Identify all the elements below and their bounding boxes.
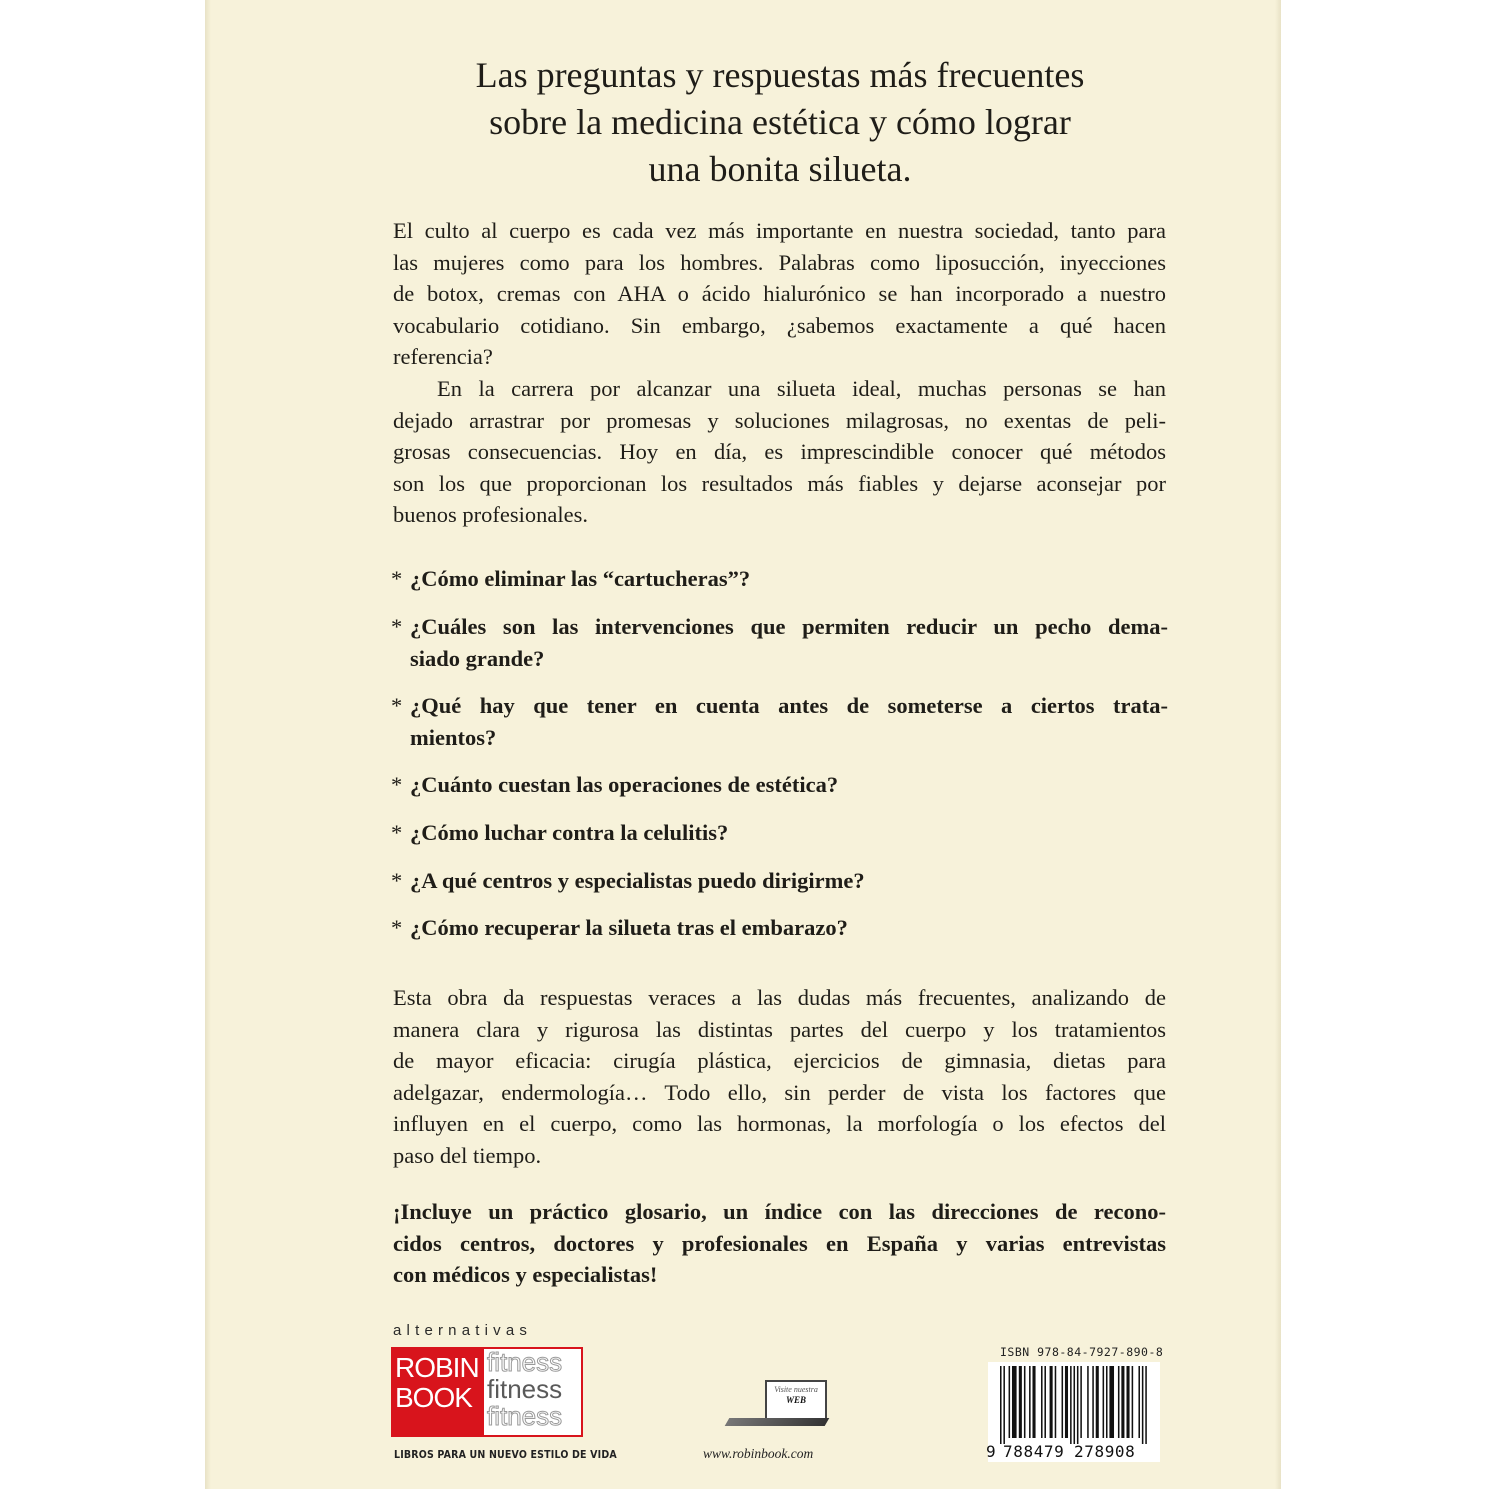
text-line: Esta obra da respuestas veraces a las dudas más frecuentes, analizando de [393,985,1166,1010]
barcode-bar [1065,1366,1068,1438]
text-line: son los que proporcionan los resultados más fiables y dejarse aconsejar por [393,470,1166,496]
isbn-barcode [988,1362,1160,1462]
barcode-bar [1050,1366,1053,1438]
barcode-bar [1126,1366,1129,1438]
asterisk-bullet-icon: * [391,820,403,845]
barcode-bar [1092,1366,1094,1438]
collection-word: fitness [487,1347,563,1377]
text-line: influyen en el cuerpo, como las hormonas, la morfología o los efectos del [393,1111,1166,1136]
summary-paragraph [393,982,1166,1171]
barcode-bar [1055,1366,1057,1438]
asterisk-bullet-icon: * [391,868,403,893]
question-item [391,690,1168,753]
text-line: buenos profesionales. [393,502,588,527]
text-line: cidos centros, doctores y profesionales en España y varias entrevistas [393,1230,1166,1256]
text-line: El culto al cuerpo es cada vez más importante en nuestra sociedad, tanto para [393,218,1166,243]
question-text: ¿Cómo recuperar la silueta tras el embarazo? [410,915,848,940]
barcode-bar [1062,1366,1064,1438]
question-item [391,563,1168,595]
barcode-bar [1032,1366,1035,1438]
barcode-bar [1106,1366,1108,1438]
logo-red-block [391,1347,484,1437]
text-line: paso del tiempo. [393,1142,542,1168]
headline-line: sobre la medicina estética y cómo lograr [489,102,1071,142]
asterisk-bullet-icon: * [391,915,403,940]
logo-text: BOOK [395,1382,472,1413]
question-item [391,865,1168,897]
barcode-bar [1118,1366,1120,1438]
barcode-bars [1000,1366,1147,1444]
text-line: de botox, cremas con AHA o ácido hialurónico se han incorporado a nuestro [393,281,1166,306]
text-line: grosas consecuencias. Hoy en día, es imprescindible conocer qué métodos [393,439,1166,464]
barcode-bar [1145,1366,1147,1444]
barcode-bar [1074,1366,1076,1444]
laptop-web-icon [727,1380,827,1440]
text-line: ¡Incluye un práctico glosario, un índice con las direcciones de recono- [393,1199,1166,1224]
text-line: vocabulario cotidiano. Sin embargo, ¿sabemos exactamente a qué hacen [393,312,1166,338]
question-text: ¿Cuánto cuestan las operaciones de estética? [410,772,839,797]
barcode-bar [1003,1366,1005,1444]
question-item [391,912,1168,944]
barcode-digit: 278908 [1074,1442,1136,1461]
text-line: En la carrera por alcanzar una silueta ideal, muchas personas se han [437,376,1166,401]
question-text: ¿A qué centros y especialistas puedo dirigirme? [410,868,865,893]
barcode-bar [1103,1366,1105,1438]
barcode-bar [1087,1366,1089,1438]
laptop-base [725,1418,830,1426]
question-text: ¿Cómo luchar contra la celulitis? [410,820,729,845]
intro-paragraph-2 [393,373,1166,531]
asterisk-bullet-icon: * [391,614,403,639]
intro-paragraph-1 [393,215,1166,373]
text-line: referencia? [393,344,493,369]
barcode-bar [1077,1366,1079,1444]
question-item [391,769,1168,801]
barcode-bar [1041,1366,1043,1438]
barcode-bar [1109,1366,1114,1438]
barcode-bar [1070,1366,1072,1444]
barcode-bar [1012,1366,1017,1438]
barcode-digit: 9 [986,1442,996,1461]
barcode-bar [1096,1366,1099,1438]
collection-word: fitness [487,1374,563,1404]
barcode-bar [1132,1366,1134,1438]
barcode-bar [1121,1366,1124,1438]
text-line: de mayor eficacia: cirugía plástica, ejercicios de gimnasia, dietas para [393,1048,1166,1073]
barcode-bar [1000,1366,1002,1444]
robinbook-logo [391,1347,582,1437]
headline-line: Las preguntas y respuestas más frecuentes [475,55,1085,95]
text-line: dejado arrastrar por promesas y soluciones milagrosas, no exentas de peli- [393,407,1166,433]
series-name: alternativas [393,1322,533,1339]
closing-paragraph [393,1196,1166,1291]
barcode-bar [1044,1366,1046,1438]
text-line: con médicos y especialistas! [393,1262,658,1287]
barcode-bar [1024,1366,1026,1438]
question-text: ¿Cómo eliminar las “cartucheras”? [410,566,751,591]
publisher-tagline: LIBROS PARA UN NUEVO ESTILO DE VIDA [394,1448,617,1461]
asterisk-bullet-icon: * [391,693,403,718]
collection-name [484,1347,583,1437]
logo-text: ROBIN [395,1352,479,1383]
text-line: manera clara y rigurosa las distintas partes del cuerpo y los tratamientos [393,1016,1166,1042]
headline-line: una bonita silueta. [648,149,912,189]
question-text: ¿Cuáles son las intervenciones que permiten reducir un pecho dema- [410,614,1168,639]
barcode-bar [1029,1366,1031,1438]
web-screen [765,1380,827,1422]
text-line: las mujeres como para los hombres. Palabras como liposucción, inyecciones [393,249,1166,275]
web-box-text: WEB [785,1395,806,1405]
text-line: adelgazar, endermología… Todo ello, sin perder de vista los factores que [393,1079,1166,1105]
barcode-digit: 788479 [1003,1442,1065,1461]
question-item [391,611,1168,674]
question-text: ¿Qué hay que tener en cuenta antes de someterse a ciertos trata- [410,693,1168,718]
website-url: www.robinbook.com [703,1446,814,1461]
barcode-bar [1009,1366,1011,1438]
barcode-bar [1080,1366,1082,1438]
question-text: mientos? [410,724,497,750]
barcode-bar [1138,1366,1140,1438]
question-item [391,817,1168,849]
headline [370,52,1190,193]
web-box-text: Visite nuestra [774,1385,818,1394]
asterisk-bullet-icon: * [391,566,403,591]
asterisk-bullet-icon: * [391,772,403,797]
barcode-bar [1019,1366,1022,1438]
collection-word: fitness [487,1401,563,1431]
barcode-bar [1142,1366,1144,1444]
isbn-label: ISBN 978-84-7927-890-8 [1000,1345,1164,1359]
question-text: siado grande? [410,645,545,671]
